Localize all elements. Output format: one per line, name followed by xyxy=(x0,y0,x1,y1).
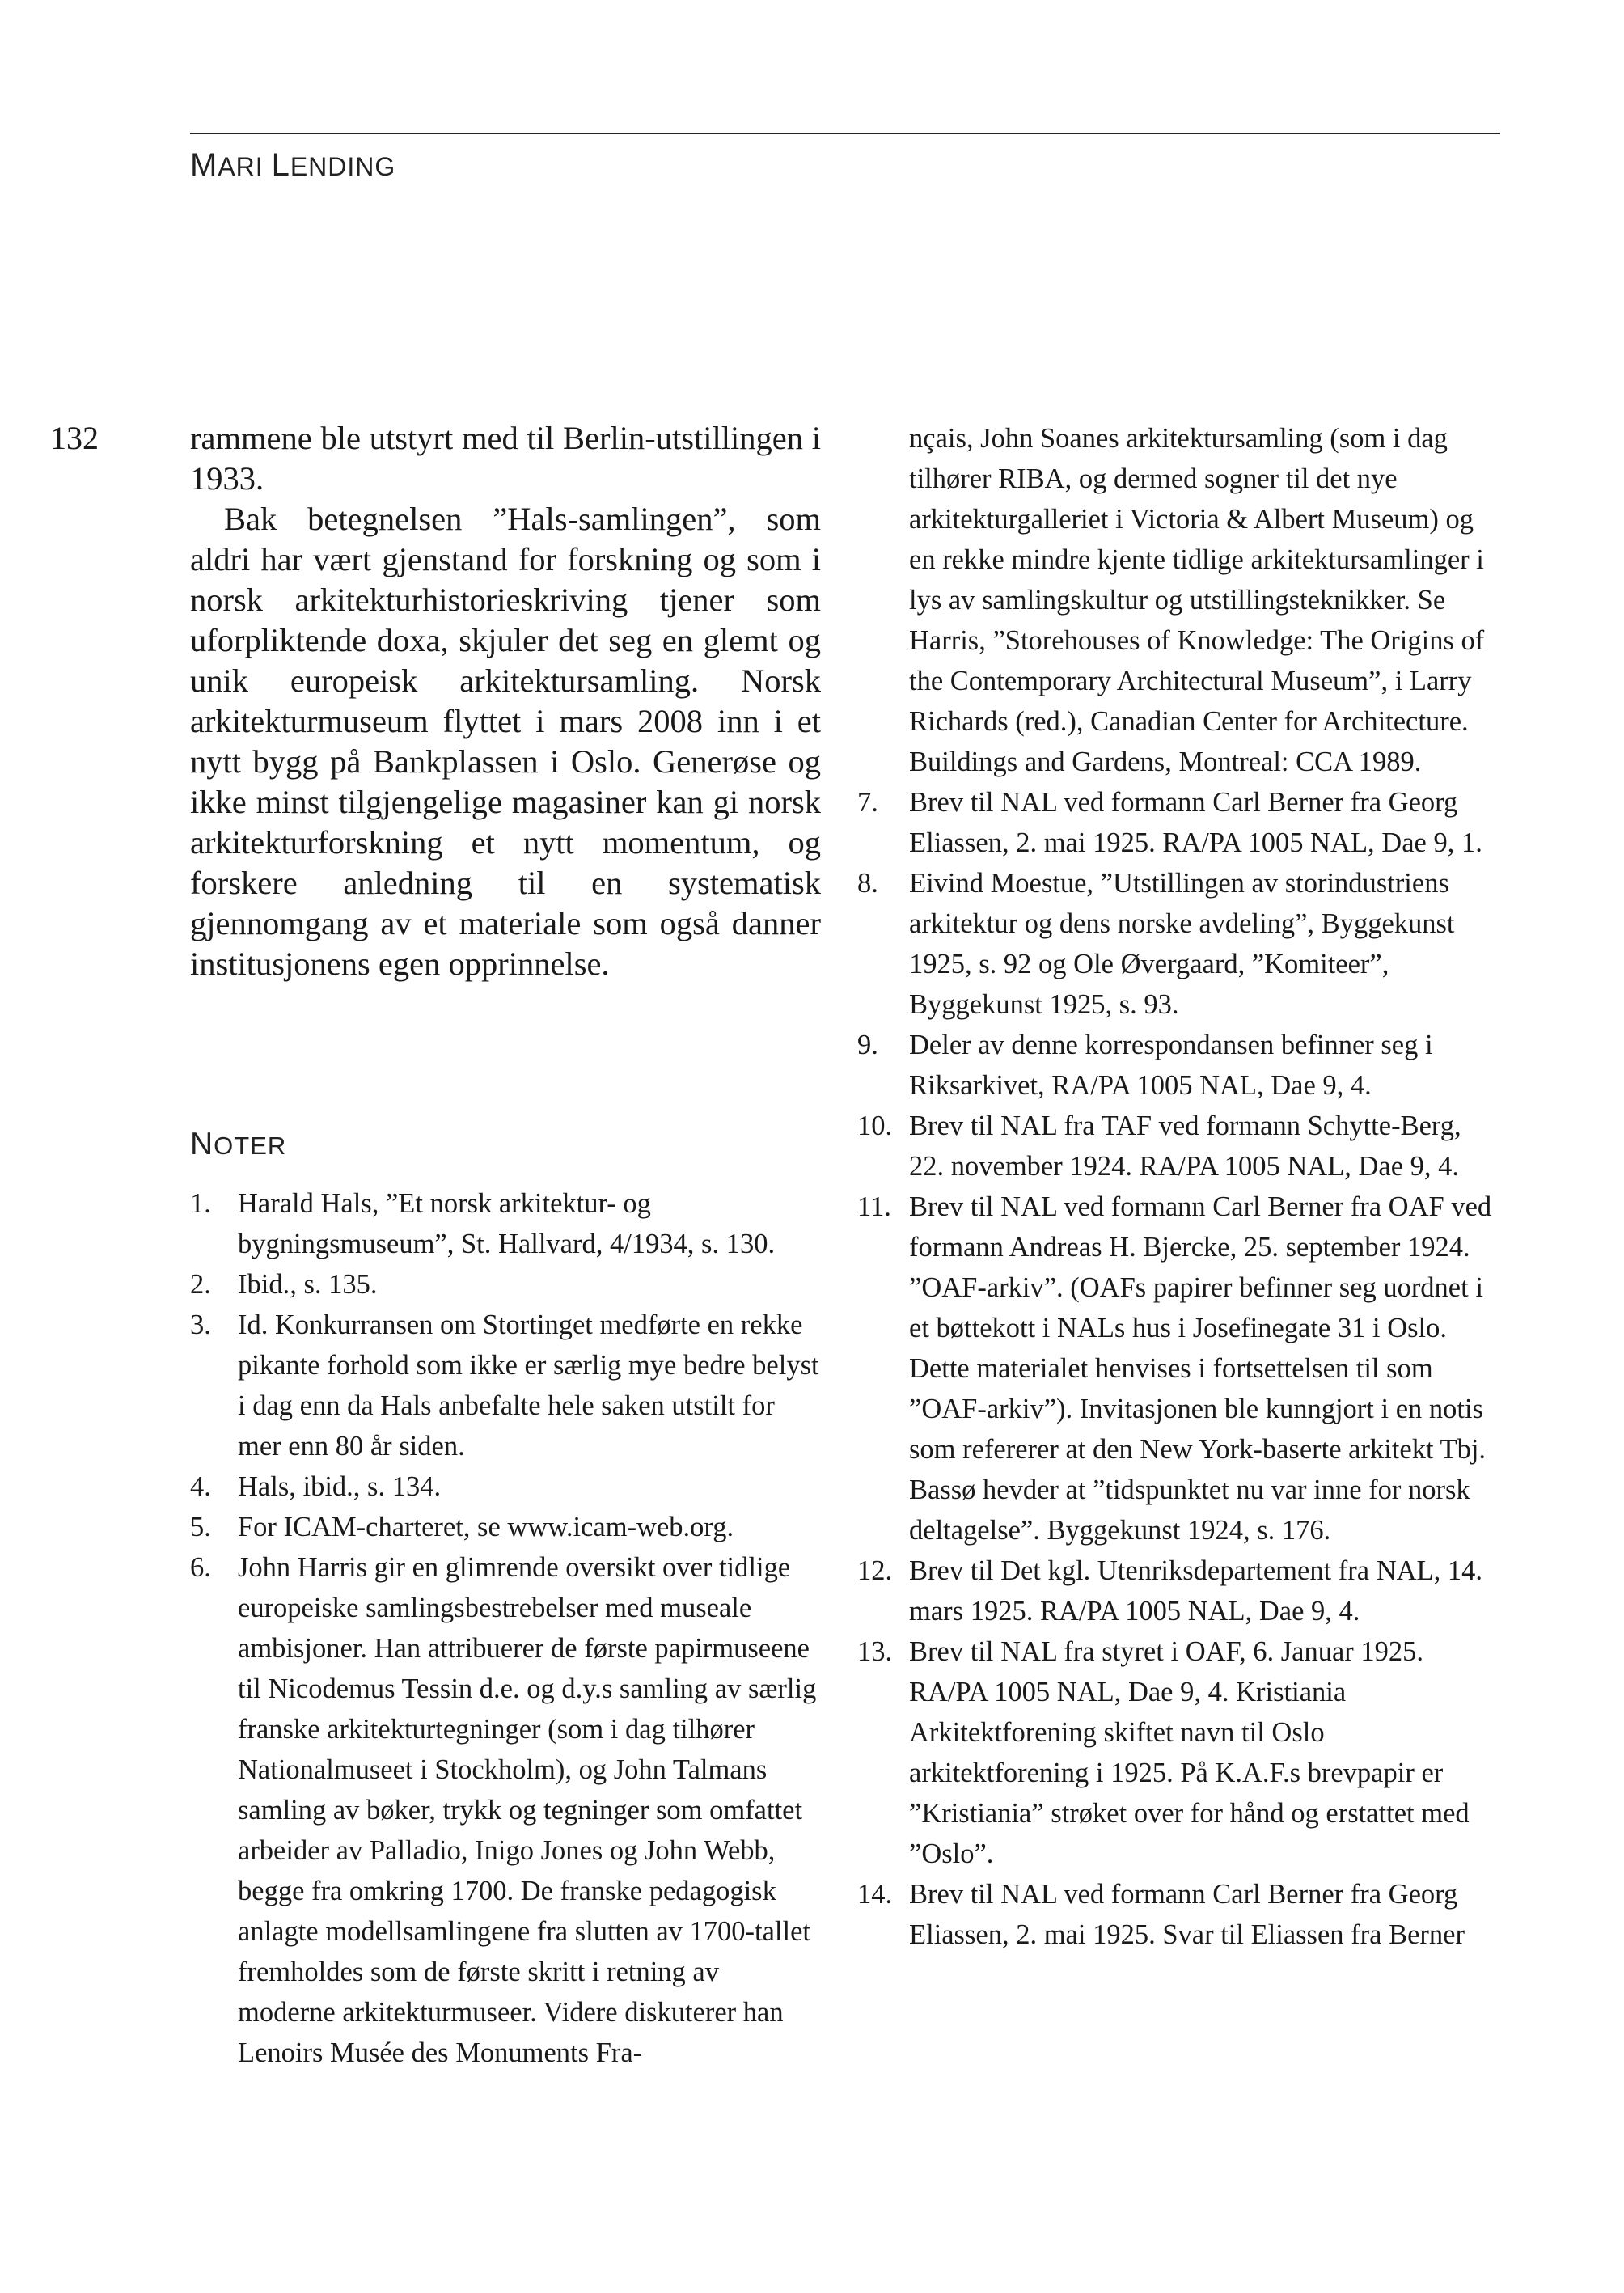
note-item: 4. Hals, ibid., s. 134. xyxy=(190,1471,442,1502)
note-item: 13. Brev til NAL fra styret i OAF, 6. Januar 1925. RA/PA 1005 NAL, Dae 9, 4. Kristiania Arkitektforening skiftet navn til Oslo arkitektforening i 1925. På K.A.F.s brevpapir er ”Kristiania” strøket over for hånd og erstattet med ”Oslo”. xyxy=(857,1636,1470,1869)
note-item: 9. Deler av denne korrespondansen befinner seg i Riksarkivet, RA/PA 1005 NAL, Dae 9, 4. xyxy=(857,1030,1433,1101)
note-item: 6. John Harris gir en glimrende oversikt over tidlige europeiske samlingsbestrebelser med museale ambisjoner. Han attribuerer de første papirmuseene til Nicodemus Tessin d.e. og d.y.s samling av særlig franske arkitekturtegninger (som i dag tilhører Nationalmuseet i Stockholm), og John Talmans samling av bøker, trykk og tegninger som omfattet arbeider av Palladio, Inigo Jones og John Webb, begge fra omkring 1700. De franske pedagogisk anlagte modellsamlingene fra slutten av 1700-tallet fremholdes som de første skritt i retning av moderne arkitekturmuseer. Videre diskuterer han Lenoirs Musée des Monuments Fra- xyxy=(190,1552,817,2068)
body-paragraph: rammene ble utstyrt med til Berlin-utstillingen i 1933. xyxy=(190,420,821,497)
left-column xyxy=(190,418,821,2073)
right-column xyxy=(857,418,1503,1955)
note-item: 1. Harald Hals, ”Et norsk arkitektur- og bygningsmuseum”, St. Hallvard, 4/1934, s. 130. xyxy=(190,1188,776,1259)
note-item: 12. Brev til Det kgl. Utenriksdepartement fra NAL, 14. mars 1925. RA/PA 1005 NAL, Dae 9, 4. xyxy=(857,1555,1482,1627)
body-text xyxy=(190,418,821,984)
header-rule xyxy=(190,133,1500,134)
note-item: 10. Brev til NAL fra TAF ved formann Schytte-Berg, 22. november 1924. RA/PA 1005 NAL, Dae 9, 4. xyxy=(857,1111,1461,1182)
note-item: 7. Brev til NAL ved formann Carl Berner fra Georg Eliassen, 2. mai 1925. RA/PA 1005 NAL, Dae 9, 1. xyxy=(857,787,1482,858)
note-continuation: nçais, John Soanes arkitektursamling (som i dag tilhører RIBA, og dermed sogner til det nye arkitekturgalleriet i Victoria & Albert Museum) og en rekke mindre kjente tidlige arkitektursamlinger i lys av samlingskultur og utstillingsteknikker. Se Harris, ”Storehouses of Knowledge: The Origins of the Contemporary Architectural Museum”, i Larry Richards (red.), Canadian Center for Architecture. Buildings and Gardens, Montreal: CCA 1989. xyxy=(909,423,1485,777)
notes-heading: NOTER xyxy=(190,1127,287,1161)
running-header-author: MARI LENDING xyxy=(190,147,396,183)
note-item: 11. Brev til NAL ved formann Carl Berner fra OAF ved formann Andreas H. Bjercke, 25. september 1924. ”OAF-arkiv”. (OAFs papirer befinner seg uordnet i et bøttekott i NALs hus i Josefinegate 31 i Oslo. Dette materialet henvises i fortsettelsen til som ”OAF-arkiv”). Invitasjonen ble kunngjort i en notis som refererer at den New York-baserte arkitekt Tbj. Bassø hevder at ”tidspunktet nu var inne for norsk deltagelse”. Byggekunst 1924, s. 176. xyxy=(857,1191,1492,1546)
note-item: 5. For ICAM-charteret, se www.icam-web.org. xyxy=(190,1512,734,1542)
note-item: 14. Brev til NAL ved formann Carl Berner fra Georg Eliassen, 2. mai 1925. Svar til Eliassen fra Berner xyxy=(857,1879,1465,1950)
note-item: 8. Eivind Moestue, ”Utstillingen av storindustriens arkitektur og dens norske avdeling”, Byggekunst 1925, s. 92 og Ole Øvergaard, ”Komiteer”, Byggekunst 1925, s. 93. xyxy=(857,868,1455,1020)
body-paragraph: Bak betegnelsen ”Hals-samlingen”, som aldri har vært gjenstand for forskning og som i norsk arkitekturhistorieskriving tjener som uforpliktende doxa, skjuler det seg en glemt og unik europeisk arkitektursamling. Norsk arkitekturmuseum flyttet i mars 2008 inn i et nytt bygg på Bankplassen i Oslo. Generøse og ikke minst tilgjengelige magasiner kan gi norsk arkitekturforskning et nytt momentum, og forskere anledning til en systematisk gjennomgang av et materiale som også danner institusjonens egen opprinnelse. xyxy=(190,501,821,982)
note-item: 3. Id. Konkurransen om Stortinget medførte en rekke pikante forhold som ikke er særlig mye bedre belyst i dag enn da Hals anbefalte hele saken utstilt for mer enn 80 år siden. xyxy=(190,1309,819,1462)
note-item: 2. Ibid., s. 135. xyxy=(190,1269,378,1300)
page-number: 132 xyxy=(50,420,99,456)
